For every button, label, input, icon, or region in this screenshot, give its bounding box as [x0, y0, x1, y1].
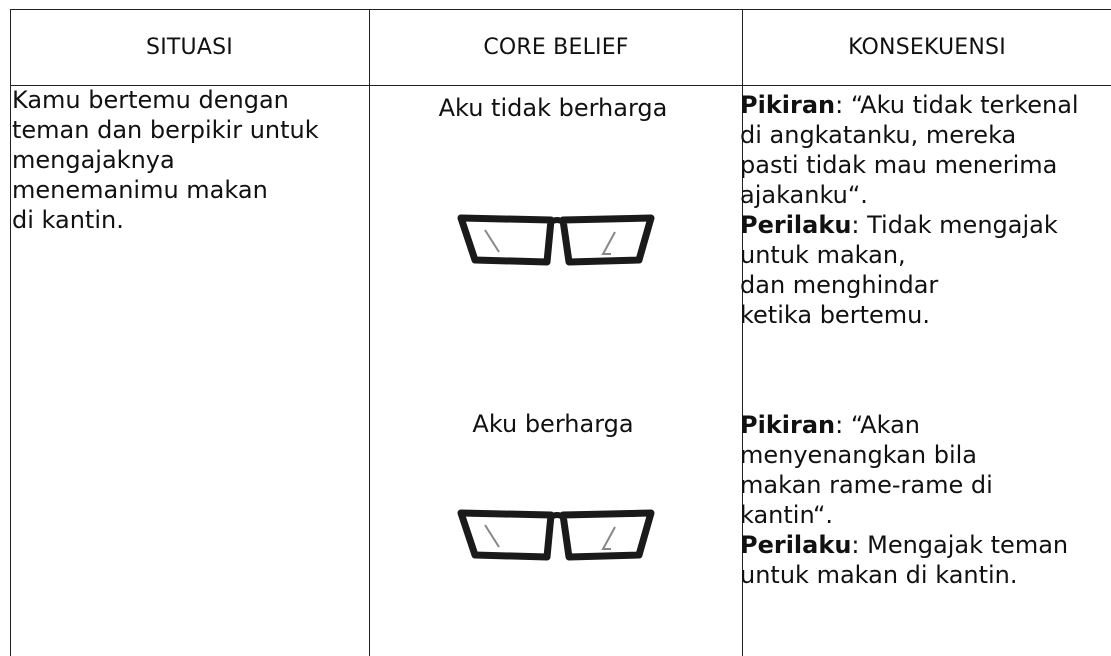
- header-core-belief: CORE BELIEF: [483, 34, 629, 60]
- pikiran-line: [740, 90, 1105, 120]
- konsekuensi-block-1: [740, 90, 1105, 330]
- perilaku-label: Perilaku: [740, 531, 852, 559]
- header-konsekuensi: KONSEKUENSI: [848, 34, 1006, 60]
- belief-negative: Aku tidak berharga: [438, 94, 668, 122]
- situasi-line: teman dan berpikir untuk: [12, 116, 319, 144]
- situasi-line: mengajaknya: [12, 146, 175, 174]
- situasi-line: menemanimu makan: [12, 176, 268, 204]
- glasses-icon: [455, 210, 655, 274]
- perilaku-line: [740, 530, 1105, 560]
- konsekuensi-block-2: [740, 410, 1105, 590]
- situasi-line: di kantin.: [12, 206, 124, 234]
- pikiran-text: menyenangkan bila: [740, 441, 977, 469]
- pikiran-text: kantin“.: [740, 501, 833, 529]
- perilaku-text: : Tidak mengajak: [851, 211, 1058, 239]
- pikiran-label: Pikiran: [740, 91, 836, 119]
- belief-positive: Aku berharga: [472, 410, 634, 438]
- pikiran-label: Pikiran: [740, 411, 836, 439]
- header-situasi: SITUASI: [146, 34, 233, 60]
- perilaku-text: dan menghindar: [740, 271, 939, 299]
- perilaku-text: : Mengajak teman: [851, 531, 1069, 559]
- situasi-text: [12, 85, 362, 235]
- perilaku-text: ketika bertemu.: [740, 301, 930, 329]
- perilaku-text: untuk makan,: [740, 241, 906, 269]
- pikiran-text: pasti tidak mau menerima: [740, 151, 1058, 179]
- pikiran-text: : “Aku tidak terkenal: [835, 91, 1079, 119]
- pikiran-text: makan rame-rame di: [740, 471, 993, 499]
- situasi-line: Kamu bertemu dengan: [12, 86, 289, 114]
- perilaku-text: untuk makan di kantin.: [740, 561, 1018, 589]
- perilaku-label: Perilaku: [740, 211, 852, 239]
- pikiran-text: : “Akan: [835, 411, 920, 439]
- perilaku-line: [740, 210, 1105, 240]
- pikiran-text: di angkatanku, mereka: [740, 121, 1017, 149]
- glasses-icon: [455, 505, 655, 569]
- pikiran-line: [740, 410, 1105, 440]
- table-left-border: [10, 9, 11, 656]
- pikiran-text: ajakanku“.: [740, 181, 868, 209]
